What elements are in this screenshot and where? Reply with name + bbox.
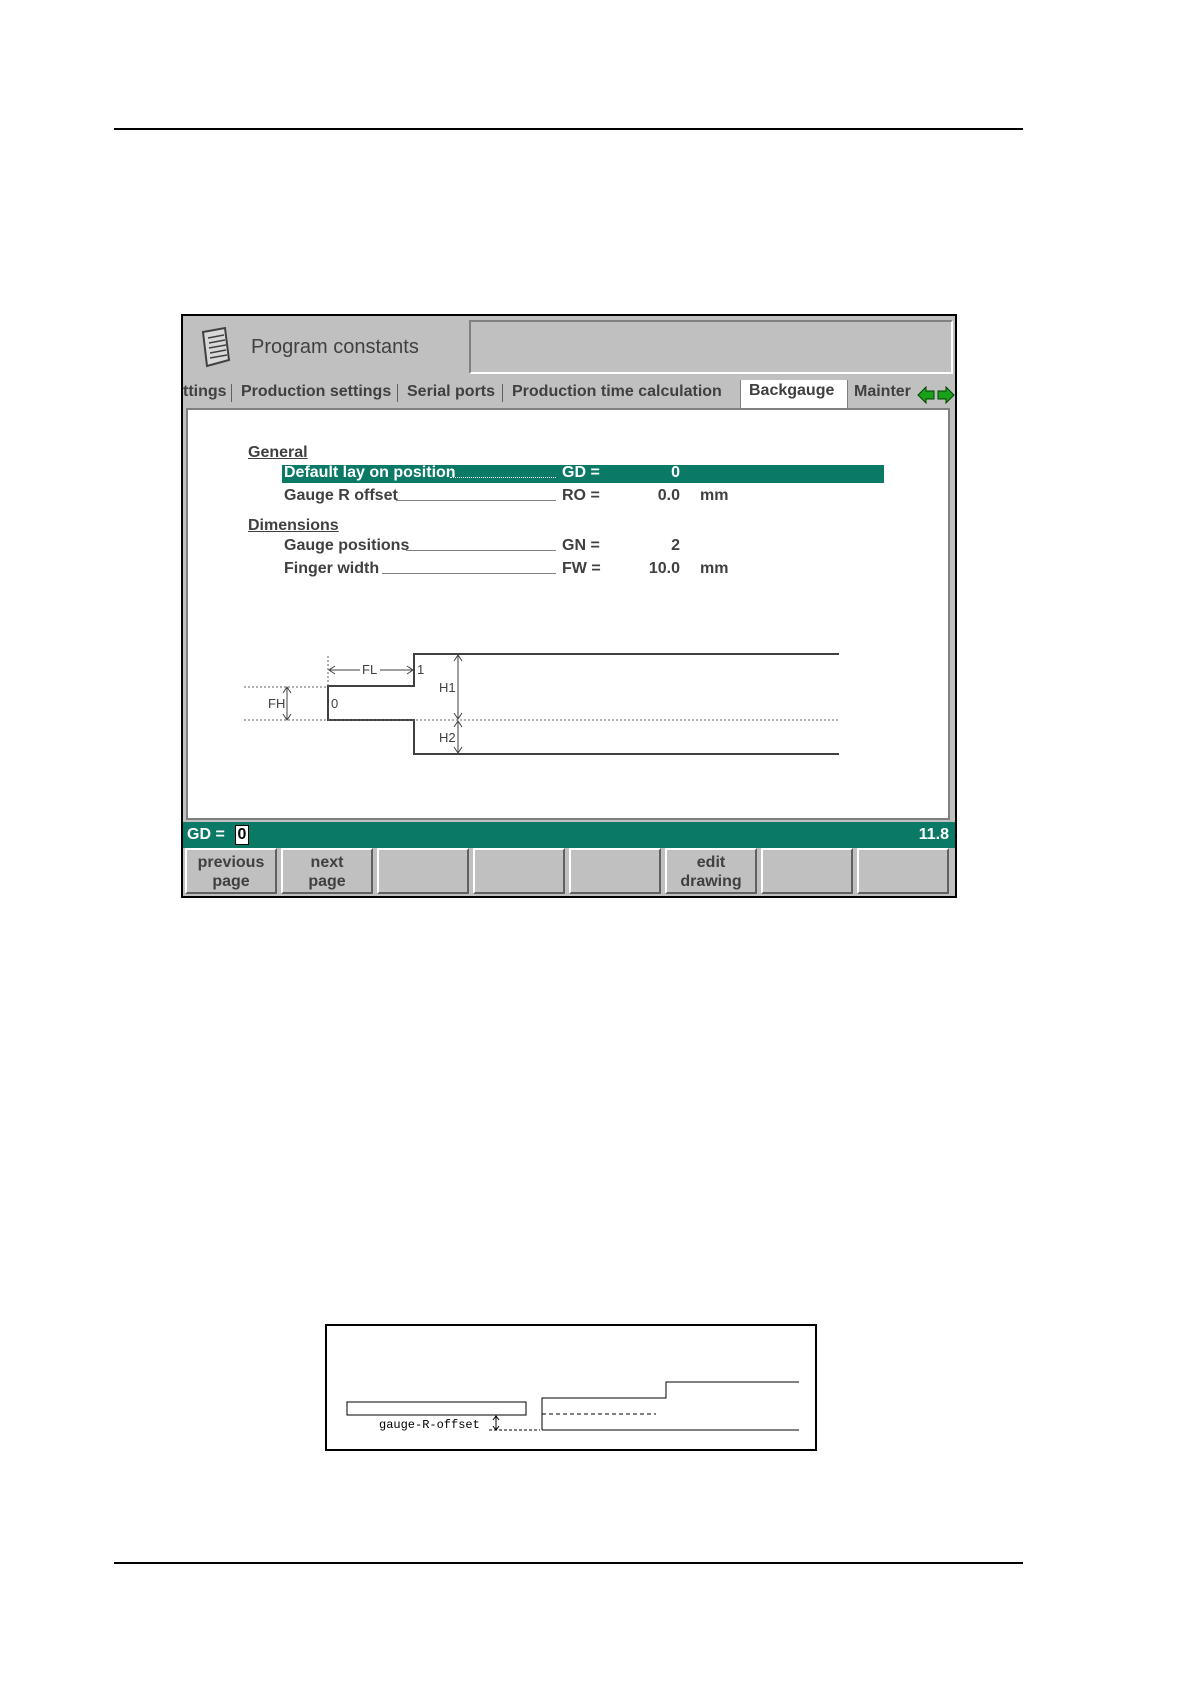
bottom-rule <box>114 1562 1023 1564</box>
softkey-bar <box>183 848 955 896</box>
softkey-8[interactable] <box>857 848 949 894</box>
gauge-r-offset-label: gauge-R-offset <box>379 1418 480 1432</box>
param-unit: mm <box>700 487 729 504</box>
softkey-7[interactable] <box>761 848 853 894</box>
param-value: 10.0 <box>648 560 680 577</box>
title-bar <box>183 316 955 382</box>
tab-bar <box>183 380 955 408</box>
finger-profile-upper <box>328 654 839 714</box>
backgauge-page <box>186 408 950 820</box>
gauge-r-offset-figure <box>325 1324 817 1451</box>
section-dimensions: Dimensions <box>248 517 339 534</box>
tab-separator <box>502 384 503 402</box>
position-1-label: 1 <box>417 662 425 677</box>
softkey-label-line2: page <box>308 873 346 890</box>
fl-label: FL <box>362 662 378 677</box>
previous-page-button[interactable] <box>185 848 277 894</box>
version-number: 11.8 <box>918 826 949 843</box>
h1-label: H1 <box>439 680 456 695</box>
softkey-label-line2: drawing <box>680 873 742 890</box>
param-label: Finger width <box>284 560 380 577</box>
program-constants-window <box>181 314 957 898</box>
tab-maintenance-partial[interactable]: Mainter <box>854 383 911 400</box>
die-profile <box>542 1382 799 1430</box>
param-unit: mm <box>700 560 729 577</box>
param-label: Gauge R offset <box>284 487 398 504</box>
fh-label: FH <box>268 696 286 711</box>
document-stack-icon <box>197 326 233 368</box>
param-code: RO = <box>562 487 600 504</box>
edit-drawing-button[interactable] <box>665 848 757 894</box>
softkey-4[interactable] <box>473 848 565 894</box>
value-input[interactable]: 0 <box>235 825 249 845</box>
section-general: General <box>248 444 308 461</box>
tab-production-time-calculation[interactable]: Production time calculation <box>512 383 722 400</box>
param-value: 2 <box>671 537 680 554</box>
arrow-left-icon[interactable] <box>917 386 935 404</box>
status-bar <box>183 822 955 848</box>
gauge-bar <box>347 1402 526 1415</box>
status-input-label: GD = <box>187 826 225 843</box>
tab-settings-partial[interactable]: ttings <box>183 383 227 400</box>
softkey-label-line1: next <box>310 854 344 871</box>
param-code: FW = <box>562 560 601 577</box>
param-code: GD = <box>562 464 600 481</box>
param-code: GN = <box>562 537 600 554</box>
param-value: 0 <box>671 464 680 481</box>
gauge-r-offset-drawing <box>327 1326 815 1449</box>
param-value: 0.0 <box>657 487 680 504</box>
top-rule <box>114 128 1023 130</box>
param-label: Default lay on position <box>284 464 456 481</box>
param-label: Gauge positions <box>284 537 410 554</box>
window-title: Program constants <box>251 336 419 358</box>
softkey-label-line2: page <box>212 873 250 890</box>
tab-separator <box>397 384 398 402</box>
tab-separator <box>231 384 232 402</box>
title-info-box <box>469 320 953 374</box>
tab-production-settings[interactable]: Production settings <box>241 383 392 400</box>
h2-label: H2 <box>439 730 456 745</box>
tab-serial-ports[interactable]: Serial ports <box>407 383 496 400</box>
tab-backgauge[interactable]: Backgauge <box>749 382 835 399</box>
position-0-label: 0 <box>331 696 339 711</box>
next-page-button[interactable] <box>281 848 373 894</box>
softkey-5[interactable] <box>569 848 661 894</box>
softkey-label-line1: previous <box>197 854 265 871</box>
arrow-right-icon[interactable] <box>937 386 955 404</box>
softkey-3[interactable] <box>377 848 469 894</box>
backgauge-drawing <box>188 410 948 818</box>
softkey-label-line1: edit <box>696 854 726 871</box>
